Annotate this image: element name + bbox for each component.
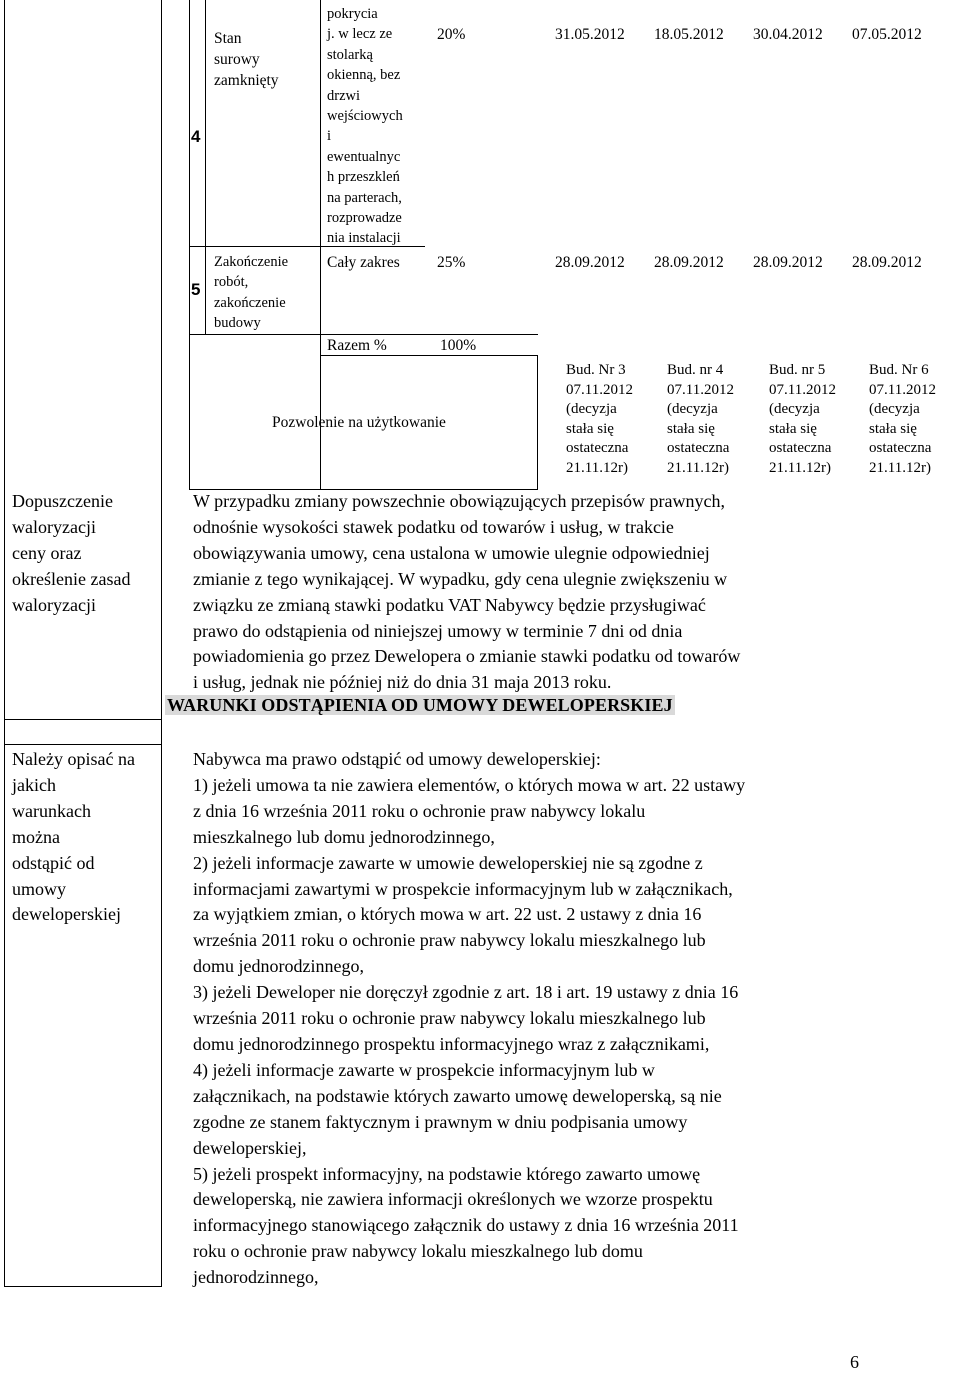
text-line: waloryzacji — [12, 594, 96, 615]
text-line: jakich — [12, 774, 56, 795]
text-line: stała się — [566, 420, 614, 437]
text-line: Dopuszczenie — [12, 491, 113, 511]
text-line: surowy — [214, 51, 260, 68]
text-line: pokrycia — [327, 6, 378, 22]
text-line: 21.11.12r) — [566, 459, 628, 476]
text-line: września 2011 roku o ochronie praw nabywcy lokalu mieszkalnego lub — [193, 1008, 706, 1029]
text-line: deweloperskiej, — [193, 1137, 307, 1158]
text-line: umowy — [12, 878, 66, 899]
text-line: h przeszkleń — [327, 169, 400, 186]
text-line: jednorodzinnego, — [193, 1267, 319, 1288]
date-value: 31.05.2012 — [555, 26, 625, 43]
text-line: warunkach — [12, 800, 91, 821]
text-line: stała się — [869, 420, 917, 437]
text-line: 21.11.12r) — [667, 459, 729, 476]
text-line: 21.11.12r) — [869, 459, 931, 476]
text-line: 3) jeżeli Deweloper nie doręczył zgodnie z art. 18 i art. 19 ustawy z dnia 16 — [193, 982, 739, 1003]
text-line: odstąpić od — [12, 852, 95, 873]
text-line: Zakończenie — [214, 254, 289, 270]
dates-row — [555, 252, 951, 273]
text-line: waloryzacji — [12, 516, 96, 537]
text-line: budowy — [214, 315, 261, 332]
date-value: 28.09.2012 — [555, 254, 625, 271]
date-value: 30.04.2012 — [753, 26, 823, 43]
text-line: mieszkalnego lub domu jednorodzinnego, — [193, 826, 495, 847]
text-line: drzwi — [327, 87, 361, 104]
total-label: Razem % — [327, 337, 387, 354]
text-line: można — [12, 826, 60, 847]
text-line: zgodne ze stanem faktycznym i prawnym w dniu podpisania umowy — [193, 1111, 688, 1132]
text-line: Nabywca ma prawo odstąpić od umowy deweloperskiej: — [193, 749, 601, 769]
text-line: 07.11.2012 — [869, 381, 936, 398]
valorization-label — [12, 489, 162, 619]
text-line: załącznikach, na podstawie których zawarto umowę deweloperską, są nie — [193, 1085, 722, 1106]
text-line: ostateczna — [667, 440, 730, 456]
row-number: 5 — [191, 280, 201, 299]
text-line: 07.11.2012 — [769, 381, 836, 398]
text-line: powiadomienia go przez Dewelopera o zmianie stawki podatku od towarów — [193, 646, 741, 667]
text-line: prawo do odstąpienia od niniejszej umowy w terminie 7 dni od dnia — [193, 620, 683, 641]
text-line: Bud. Nr 3 — [566, 362, 626, 378]
text-line: ostateczna — [769, 440, 832, 456]
text-line: domu jednorodzinnego, — [193, 956, 364, 977]
text-line: domu jednorodzinnego prospektu informacyjnego wraz z załącznikami, — [193, 1033, 710, 1054]
row-number: 4 — [191, 127, 201, 146]
text-line: i — [327, 128, 332, 145]
text-line: 07.11.2012 — [566, 381, 633, 398]
text-line: deweloperskiej — [12, 904, 121, 925]
text-line: robót, — [214, 274, 249, 291]
text-line: zamknięty — [214, 72, 279, 89]
text-line: Należy opisać na — [12, 749, 135, 769]
date-value: 28.09.2012 — [852, 254, 922, 271]
date-value: 07.05.2012 — [852, 26, 922, 43]
text-line: Stan — [214, 30, 242, 47]
text-line: stała się — [769, 420, 817, 437]
permit-building — [869, 361, 936, 478]
text-line: informacyjnego stanowiącego załącznik do ustawy z dnia 16 września 2011 — [193, 1215, 739, 1236]
text-line: okienną, bez — [327, 67, 401, 84]
dates-row — [555, 24, 951, 45]
date-value: 28.09.2012 — [753, 254, 823, 271]
text-line: Bud. nr 5 — [769, 362, 826, 378]
text-line: obowiązywania umowy, cena ustalona w umowie ulegnie odpowiedniej — [193, 542, 710, 563]
text-line: 07.11.2012 — [667, 381, 734, 398]
percent-value: 25% — [437, 254, 466, 271]
scope-text: Cały zakres — [327, 254, 400, 271]
valorization-text — [193, 489, 883, 696]
text-line: ostateczna — [869, 440, 932, 456]
text-line: j. w lecz ze — [327, 26, 393, 43]
text-line: nia instalacji — [327, 230, 401, 247]
text-line: 4) jeżeli informacje zawarte w prospekcie informacyjnym lub w — [193, 1059, 655, 1080]
text-line: i usług, jednak nie później niż do dnia 31 maja 2013 roku. — [193, 672, 612, 693]
text-line: (decyzja — [769, 401, 820, 417]
text-line: (decyzja — [566, 401, 617, 417]
text-line: związku ze zmianą stawki podatku VAT Nabywcy będzie przysługiwać — [193, 594, 706, 615]
text-line: odnośnie wysokości stawek podatku od towarów i usług, w trakcie — [193, 516, 674, 537]
permit-building — [769, 361, 836, 478]
text-line: za wyjątkiem zmian, o których mowa w art. 22 ust. 2 ustawy z dnia 16 — [193, 904, 702, 925]
text-line: roku o ochronie praw nabywcy lokalu mieszkalnego lub domu — [193, 1241, 643, 1262]
date-value: 18.05.2012 — [654, 26, 724, 43]
withdrawal-text — [193, 747, 882, 1291]
text-line: września 2011 roku o ochronie praw nabywcy lokalu mieszkalnego lub — [193, 930, 706, 951]
scope-text — [327, 4, 423, 249]
text-line: ceny oraz — [12, 542, 82, 563]
text-line: stała się — [667, 420, 715, 437]
text-line: 2) jeżeli informacje zawarte w umowie deweloperskiej nie są zgodne z — [193, 852, 703, 873]
permit-label: Pozwolenie na użytkowanie — [272, 414, 446, 431]
text-line: z dnia 16 września 2011 roku o ochronie praw nabywcy lokalu — [193, 800, 646, 821]
text-line: (decyzja — [869, 401, 920, 417]
section-heading: WARUNKI ODSTĄPIENIA OD UMOWY DEWELOPERSKIEJ — [167, 695, 673, 715]
text-line: zakończenie — [214, 294, 286, 311]
text-line: Bud. nr 4 — [667, 362, 724, 378]
text-line: określenie zasad — [12, 568, 131, 589]
permit-building — [667, 361, 734, 478]
text-line: Bud. Nr 6 — [869, 362, 929, 378]
stage-label — [214, 28, 314, 91]
text-line: zmianie z tego wynikającej. W wypadku, gdy cena ulegnie zwiększeniu w — [193, 568, 728, 589]
permit-building — [566, 361, 633, 478]
text-line: (decyzja — [667, 401, 718, 417]
text-line: ewentualnyc — [327, 148, 401, 165]
text-line: rozprowadze — [327, 210, 402, 227]
text-line: deweloperską, nie zawiera informacji określonych we wzorze prospektu — [193, 1189, 713, 1210]
stage-label — [214, 252, 320, 334]
text-line: W przypadku zmiany powszechnie obowiązujących przepisów prawnych, — [193, 491, 725, 511]
text-line: na parterach, — [327, 189, 402, 206]
text-line: wejściowych — [327, 108, 403, 125]
percent-value: 20% — [437, 26, 466, 43]
text-line: 5) jeżeli prospekt informacyjny, na podstawie którego zawarto umowę — [193, 1163, 701, 1184]
text-line: 21.11.12r) — [769, 459, 831, 476]
text-line: stolarką — [327, 46, 373, 63]
withdrawal-label — [12, 747, 162, 928]
text-line: ostateczna — [566, 440, 629, 456]
total-percent: 100% — [440, 337, 477, 354]
text-line: 1) jeżeli umowa ta nie zawiera elementów, o których mowa w art. 22 ustawy — [193, 774, 746, 795]
text-line: informacjami zawartymi w prospekcie informacyjnym lub w załącznikach, — [193, 878, 733, 899]
page-number: 6 — [850, 1352, 859, 1372]
date-value: 28.09.2012 — [654, 254, 724, 271]
